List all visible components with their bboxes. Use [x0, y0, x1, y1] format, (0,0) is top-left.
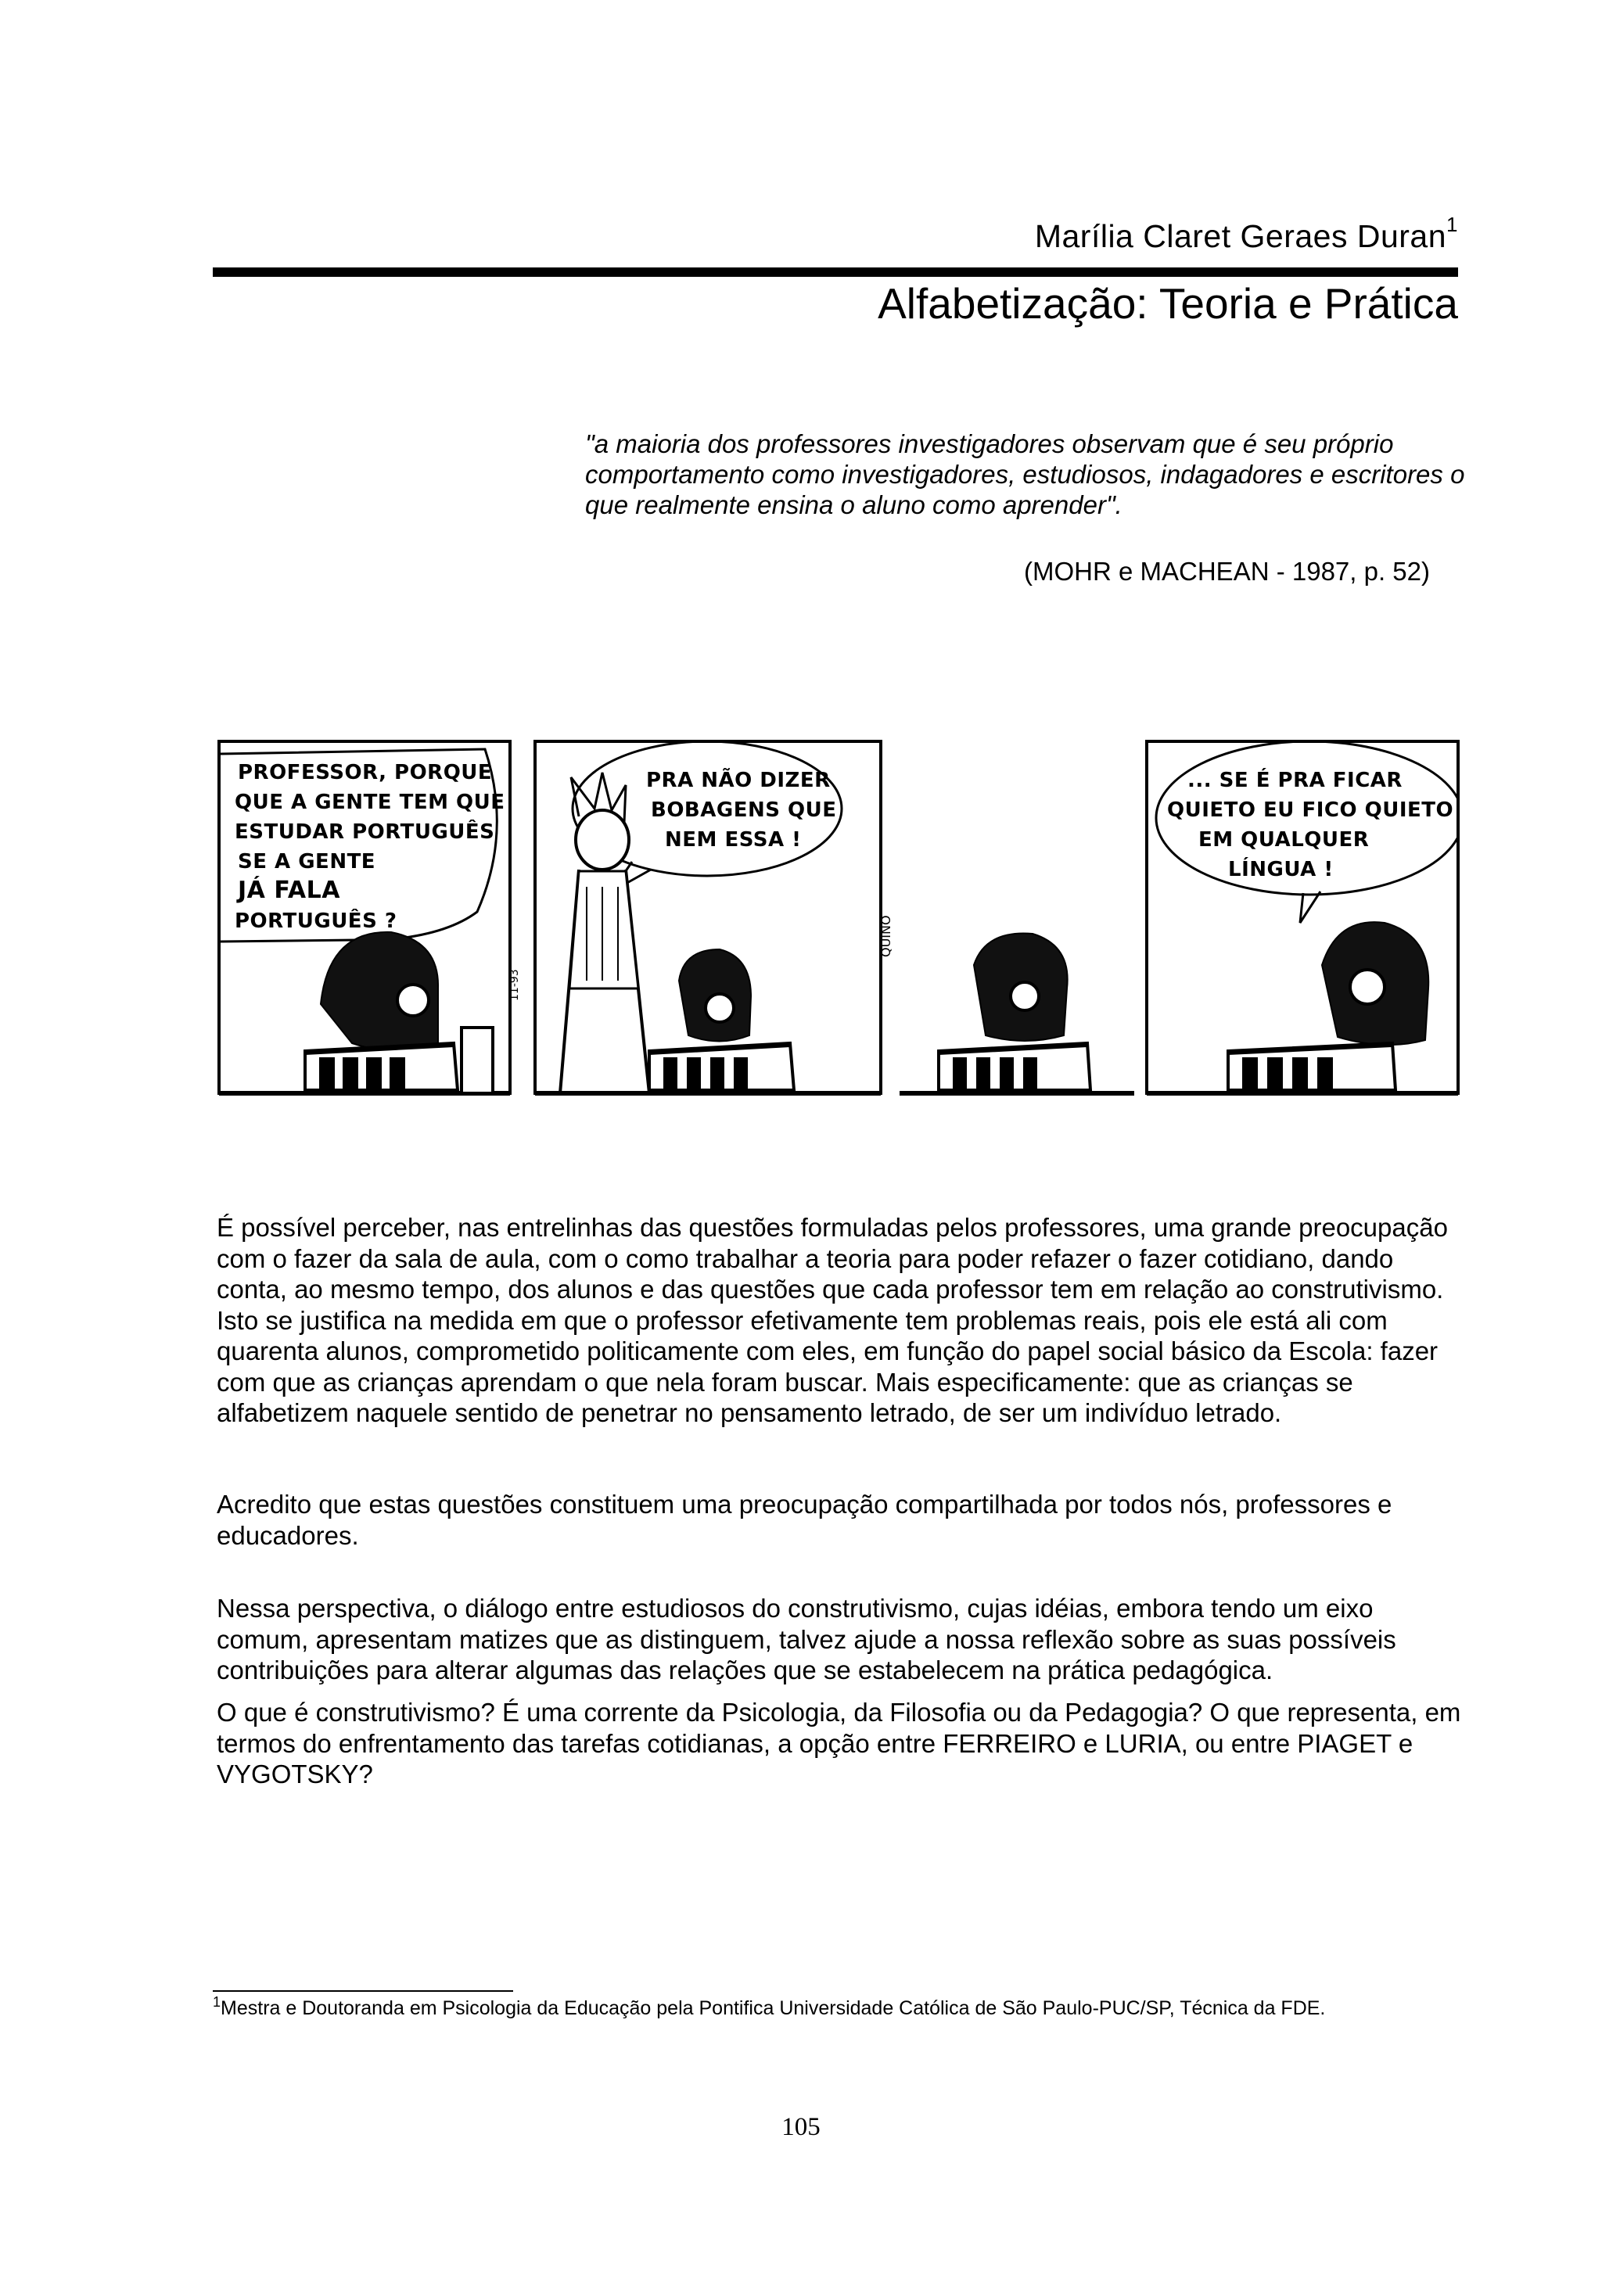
footnote-mark: 1	[213, 1994, 221, 2010]
comic-strip	[211, 730, 1460, 1103]
comic-p2-line: BOBAGENS QUE	[651, 798, 837, 822]
comic-p3-line: ... SE É PRA FICAR	[1187, 769, 1403, 792]
paragraph-1	[217, 1212, 1468, 1429]
paragraph-3: Nessa perspectiva, o diálogo entre estudiosos do construtivismo, cujas idéias, embora tendo um eixo comum, apresentam matizes que as distinguem, talvez ajude a nossa reflexão sobre as suas possíveis contribuições para alterar algumas das relações que se estabelecem na prática pedagógica.	[217, 1594, 1396, 1684]
author-name	[1035, 213, 1458, 255]
comic-panel-3-text	[1167, 767, 1453, 881]
comic-p3-line: QUIETO EU FICO QUIETO	[1167, 798, 1454, 822]
page-number: 105	[781, 2113, 821, 2141]
footnote-text: Mestra e Doutoranda em Psicologia da Educação pela Pontifica Universidade Católica de São Paulo-PUC/SP, Técnica da FDE.	[221, 1997, 1326, 2019]
paragraph-1-text: da sala de aula, com o	[351, 1243, 626, 1273]
comic-signature: QUINO	[878, 915, 893, 957]
comic-p1-line: ESTUDAR PORTUGUÊS	[235, 820, 495, 844]
comic-p2-line: PRA NÃO DIZER	[646, 769, 831, 792]
comic-p1-line: PORTUGUÊS ?	[235, 909, 397, 933]
footnote-rule	[213, 1990, 513, 1992]
comic-panel-2-text	[646, 767, 836, 852]
paragraph-2: Acredito que estas questões constituem uma preocupação compartilhada por todos nós, professores e educadores.	[217, 1490, 1392, 1550]
comic-panel-1-text	[235, 761, 505, 933]
author-text: Marília Claret Geraes Duran	[1034, 218, 1447, 254]
paragraph-4: O que é construtivismo? É uma corrente da Psicologia, da Filosofia ou da Pedagogia? O que representa, em termos do enfrentamento das tarefas cotidianas, a opção entre FERREIRO e LURIA, ou entre PIAGET e VYGOTSKY?	[217, 1698, 1461, 1788]
emphasis-como: como	[625, 1243, 689, 1273]
comic-p1-line: QUE A GENTE TEM QUE	[235, 791, 505, 814]
comic-p2-line: NEM ESSA !	[665, 828, 802, 852]
comic-p3-line: EM QUALQUER	[1198, 828, 1370, 852]
epigraph-quote: "a maioria dos professores investigadores observam que é seu próprio comportamento como investigadores, estudiosos, indagadores e escritores o que realmente ensina o aluno como aprender".	[585, 429, 1465, 519]
header-rule	[213, 267, 1458, 277]
comic-p3-line: LÍNGUA !	[1228, 858, 1334, 881]
comic-p1-line: PROFESSOR, PORQUE	[238, 761, 493, 784]
emphasis-fazer: fazer	[294, 1243, 352, 1273]
footnote	[213, 1994, 1480, 2020]
comic-p1-line: SE A GENTE	[238, 850, 376, 874]
comic-date-mark: 11-93	[508, 969, 521, 1001]
comic-p1-line: JÁ FALA	[238, 877, 340, 904]
paragraph-1-text: trabalhar a teoria para poder refazer o fazer cotidiano, dando conta, ao mesmo tempo, dos alunos e das questões que cada professor tem em relação ao construtivismo. Isto se justifica na medida em que o professor efetivamente tem problemas reais, pois ele está ali com quarenta alunos, comprometido politicamente com eles, em função do papel social básico da Escola: fazer com que as crianças aprendam o que nela foram buscar. Mais especificamente: que as crianças se alfabetizem naquele sentido de penetrar no pensamento letrado, de ser um indivíduo letrado.	[217, 1243, 1444, 1427]
paragraph-1-text: É possível perceber, nas entrelinhas das questões formuladas pelos professores, uma grande preocupação com o	[217, 1213, 1448, 1273]
epigraph-citation: (MOHR e MACHEAN - 1987, p. 52)	[1024, 557, 1430, 586]
article-title: Alfabetização: Teoria e Prática	[878, 279, 1458, 328]
author-footnote-mark[interactable]: 1	[1446, 213, 1458, 236]
